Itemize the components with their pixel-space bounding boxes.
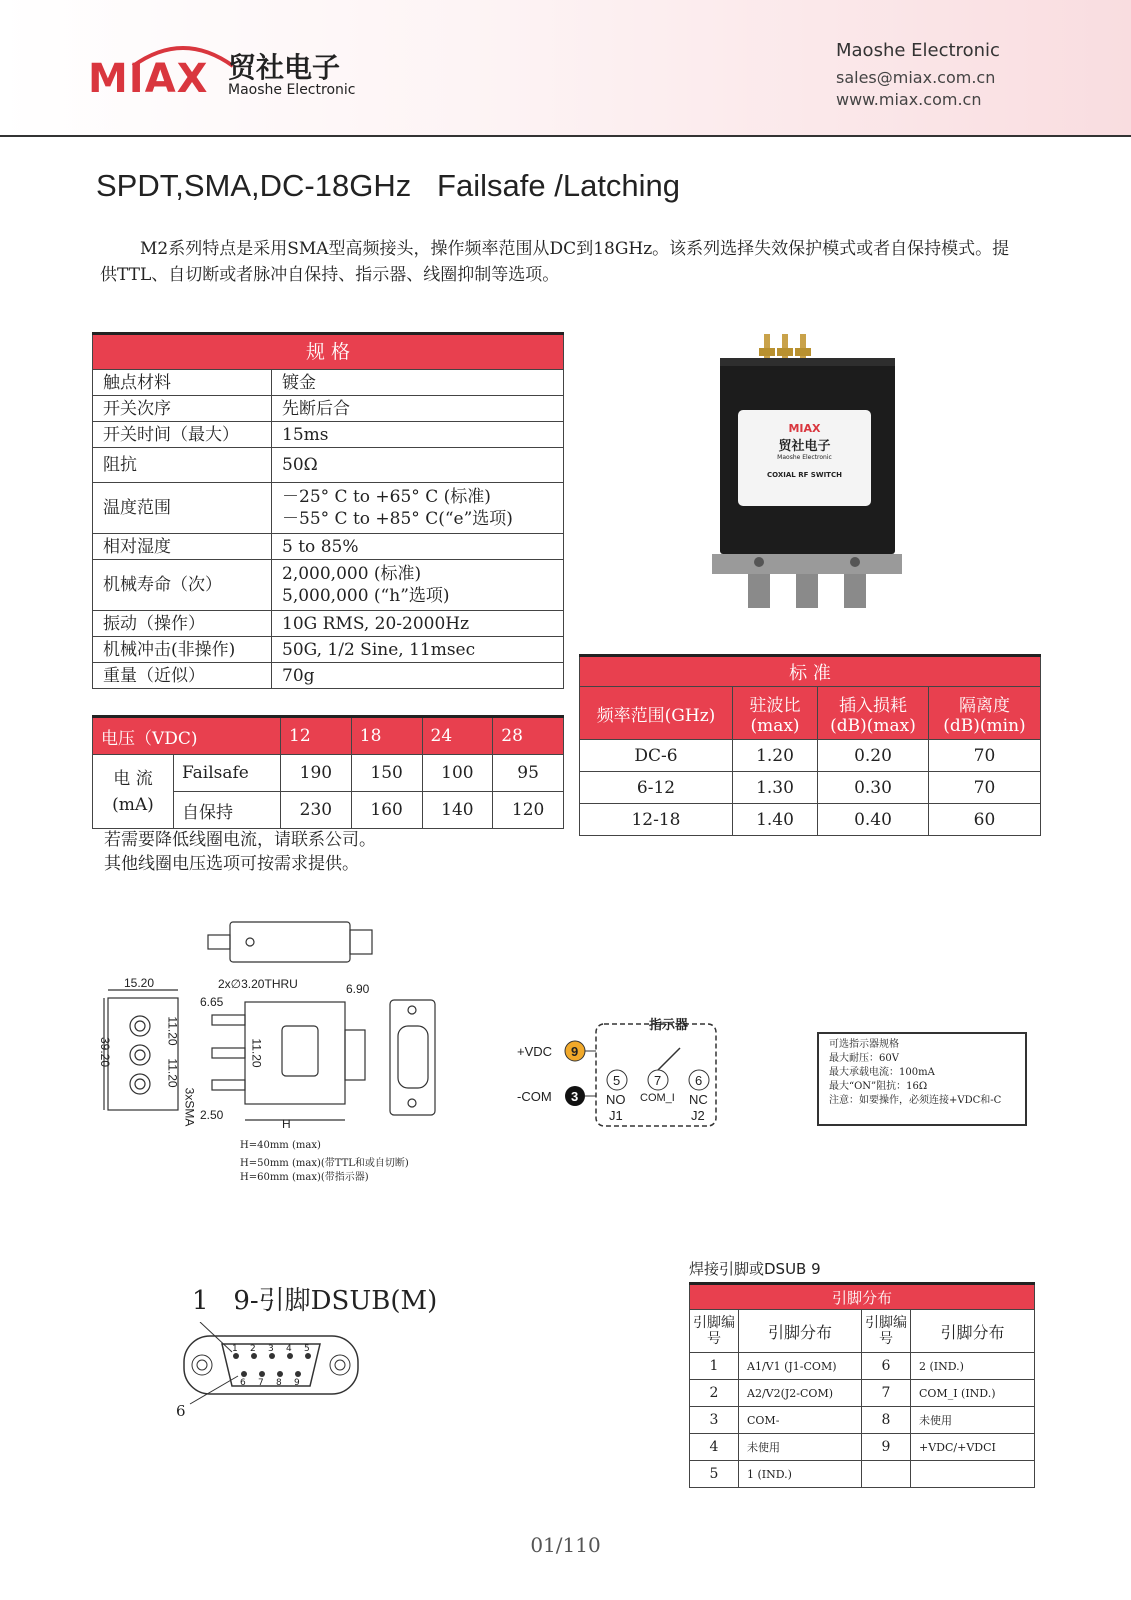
indicator-spec-box [817, 1032, 1027, 1126]
header-company: Maoshe Electronic [836, 40, 1000, 61]
current-label [93, 755, 174, 829]
dimension-label: 6.65 [200, 995, 224, 1009]
schematic-pin: 6 [695, 1073, 703, 1088]
indicator-spec-line: 最大耐压：60V [829, 1053, 899, 1064]
table-row [93, 637, 564, 663]
pinout-header: 引脚分布 [690, 1284, 1035, 1310]
dsub-pin-label: 9 [294, 1378, 300, 1388]
pin-no: 8 [862, 1407, 911, 1434]
table-row [580, 804, 1041, 836]
dsub-connector [172, 1322, 372, 1422]
spec-key: 开关时间（最大） [93, 422, 272, 448]
indicator-spec-line: 最大承载电流：100mA [829, 1067, 935, 1078]
pin-fn: 未使用 [739, 1434, 862, 1461]
table-row [690, 1353, 1035, 1380]
voltage-value: 12 [281, 717, 352, 755]
page-number: 01/110 [530, 1533, 601, 1557]
col-il-sub: (dB)(max) [830, 715, 916, 736]
pin-fn: 2 (IND.) [911, 1353, 1035, 1380]
spec-value: 50Ω [272, 448, 564, 483]
spec-value: 10G RMS, 20-2000Hz [272, 611, 564, 637]
voltage-label: 电压（VDC) [93, 717, 281, 755]
table-row [580, 740, 1041, 772]
product-label-model: COXIAL RF SWITCH [767, 471, 842, 479]
spec-value [272, 483, 564, 534]
current-value: 230 [281, 792, 352, 829]
dsub-pin-label: 7 [258, 1378, 264, 1388]
dsub-pin-label: 3 [268, 1344, 274, 1354]
drawing-note: H=40mm (max) [240, 1140, 321, 1151]
voltage-value: 28 [493, 717, 564, 755]
spec-value-line: －55° C to +85° C(“e”选项) [282, 509, 513, 529]
spec-key: 相对湿度 [93, 534, 272, 560]
col-vswr-sub: (max) [750, 715, 800, 736]
pin-no: 4 [690, 1434, 739, 1461]
col-insertion-loss [818, 687, 929, 740]
schematic-label: NC [689, 1092, 708, 1107]
spec-value: 先断后合 [272, 396, 564, 422]
current-value: 100 [422, 755, 493, 792]
schematic-title: 指示器 [649, 1017, 689, 1032]
pinout-table [689, 1282, 1035, 1488]
voltage-value: 24 [422, 717, 493, 755]
spec-key: 振动（操作） [93, 611, 272, 637]
table-row [690, 1407, 1035, 1434]
spec-key: 机械寿命（次） [93, 560, 272, 611]
voltage-value: 18 [351, 717, 422, 755]
dimension-label: 2x∅3.20THRU [218, 977, 298, 991]
mode-label: 自保持 [174, 792, 281, 829]
pin-no: 1 [690, 1353, 739, 1380]
header-email[interactable]: sales@miax.com.cn [836, 68, 996, 87]
table-row [93, 611, 564, 637]
indicator-spec-line: 注意：如要操作，必须连接+VDC和-C [829, 1095, 1002, 1106]
pin-fn [911, 1461, 1035, 1488]
pin-fn: +VDC/+VDCI [911, 1434, 1035, 1461]
col-pin-fn: 引脚分布 [911, 1310, 1035, 1353]
schematic-label: NO [606, 1092, 626, 1107]
col-iso-sub: (dB)(min) [943, 715, 1026, 736]
pin-no: 9 [862, 1434, 911, 1461]
logo-english: Maoshe Electronic [228, 82, 356, 98]
col-vswr [733, 687, 818, 740]
spec-value: 70g [272, 663, 564, 689]
col-iso-title: 隔离度 [959, 695, 1010, 716]
dimension-label: 11.20 [249, 1038, 264, 1068]
mechanical-drawing [100, 920, 460, 1190]
table-row [93, 448, 564, 483]
table-row [690, 1434, 1035, 1461]
table-row [93, 422, 564, 448]
current-value: 95 [493, 755, 564, 792]
table-row [93, 560, 564, 611]
dsub-pin-label: 6 [240, 1378, 246, 1388]
table-row [93, 534, 564, 560]
current-table [92, 715, 564, 829]
pin-no: 3 [690, 1407, 739, 1434]
pin-no [862, 1461, 911, 1488]
pinout-title: 焊接引脚或DSUB 9 [689, 1260, 821, 1278]
dimension-label: H [282, 1117, 291, 1131]
table-row [93, 755, 564, 792]
schematic-pin: 9 [571, 1044, 579, 1059]
drawing-outline-icon [100, 920, 460, 1135]
pin-no: 2 [690, 1380, 739, 1407]
pin-no: 5 [690, 1461, 739, 1488]
table-row [93, 663, 564, 689]
standard-table [579, 654, 1041, 836]
schematic-pin: 5 [613, 1073, 621, 1088]
spec-key: 温度范围 [93, 483, 272, 534]
spec-value: 50G, 1/2 Sine, 11msec [272, 637, 564, 663]
dimension-label: 3xSMA [182, 1087, 197, 1127]
spec-key: 机械冲击(非操作) [93, 637, 272, 663]
col-pin-no: 引脚编号 [690, 1310, 739, 1353]
header-website[interactable]: www.miax.com.cn [836, 90, 982, 109]
freq-cell: 12-18 [580, 804, 733, 836]
dimension-label: 6.90 [346, 982, 370, 996]
spec-key: 触点材料 [93, 370, 272, 396]
col-pin-fn: 引脚分布 [739, 1310, 862, 1353]
company-logo [88, 38, 388, 108]
dsub-connector-icon [172, 1322, 372, 1422]
pin-fn: A2/V2(J2-COM) [739, 1380, 862, 1407]
product-photo [712, 330, 902, 612]
il-cell: 0.20 [818, 740, 929, 772]
vswr-cell: 1.30 [733, 772, 818, 804]
table-row [690, 1380, 1035, 1407]
mode-label: Failsafe [174, 755, 281, 792]
schematic-pin: 7 [654, 1073, 662, 1088]
indicator-spec-line: 最大“ON”阻抗：16Ω [829, 1081, 928, 1092]
dsub-pin-label: 2 [250, 1344, 256, 1354]
product-label-brand: MIAX [788, 422, 821, 435]
col-freq: 频率范围(GHz) [580, 687, 733, 740]
spec-value-line: 5,000,000 (“h”选项) [282, 586, 450, 606]
dimension-label: 11.20 [165, 1058, 180, 1088]
current-value: 140 [422, 792, 493, 829]
il-cell: 0.40 [818, 804, 929, 836]
iso-cell: 60 [929, 804, 1041, 836]
current-note-line: 其他线圈电压选项可按需求提供。 [104, 854, 359, 874]
dsub-pin-label: 4 [286, 1344, 292, 1354]
drawing-note: H=50mm (max)(带TTL和或自切断) [240, 1158, 409, 1169]
dimension-label: 39.20 [98, 1036, 113, 1068]
spec-header: 规 格 [93, 334, 564, 370]
spec-value [272, 560, 564, 611]
table-row [580, 772, 1041, 804]
schematic-com-label: -COM [517, 1089, 552, 1104]
logo-text: MIAX [88, 56, 209, 102]
schematic-label: J1 [609, 1108, 623, 1123]
product-label-cn: 贸社电子 [778, 439, 831, 454]
dsub-pin6-callout: 6 [176, 1402, 186, 1420]
table-row [93, 396, 564, 422]
table-row [580, 687, 1041, 740]
product-label-en: Maoshe Electronic [777, 454, 832, 461]
vswr-cell: 1.40 [733, 804, 818, 836]
indicator-schematic [517, 1017, 725, 1130]
current-note [104, 828, 376, 876]
indicator-spec-line: 可选指示器规格 [829, 1039, 899, 1050]
schematic-label: J2 [691, 1108, 705, 1123]
current-note-line: 若需要降低线圈电流，请联系公司。 [104, 830, 376, 850]
current-value: 160 [351, 792, 422, 829]
vswr-cell: 1.20 [733, 740, 818, 772]
pin-no: 7 [862, 1380, 911, 1407]
dsub-pin-label: 1 [232, 1344, 238, 1354]
page-title: SPDT,SMA,DC-18GHz Failsafe /Latching [96, 168, 681, 203]
schematic-vdc-label: +VDC [517, 1044, 553, 1059]
pin-fn: A1/V1 (J1-COM) [739, 1353, 862, 1380]
intro-paragraph: M2系列特点是采用SMA型高频接头，操作频率范围从DC到18GHz。该系列选择失效保护模式或者自保持模式。提供TTL、自切断或者脉冲自保持、指示器、线圈抑制等选项。 [100, 239, 1010, 285]
il-cell: 0.30 [818, 772, 929, 804]
table-row [93, 717, 564, 755]
iso-cell: 70 [929, 772, 1041, 804]
pin-fn: 1 (IND.) [739, 1461, 862, 1488]
spec-table [92, 332, 564, 689]
freq-cell: 6-12 [580, 772, 733, 804]
schematic-pin: 3 [571, 1089, 579, 1104]
pin-fn: 未使用 [911, 1407, 1035, 1434]
spec-value-line: 2,000,000 (标准) [282, 564, 422, 584]
current-value: 120 [493, 792, 564, 829]
spec-value: 15ms [272, 422, 564, 448]
logo-chinese: 贸社电子 [228, 51, 341, 84]
standard-header: 标 准 [580, 656, 1041, 687]
spec-key: 阻抗 [93, 448, 272, 483]
current-unit: (mA) [112, 794, 154, 815]
spec-key: 重量（近似） [93, 663, 272, 689]
table-row [93, 483, 564, 534]
drawing-note: H=60mm (max)(带指示器) [240, 1172, 369, 1183]
schematic-label: COM_I [640, 1092, 675, 1104]
freq-cell: DC-6 [580, 740, 733, 772]
dsub-title: 1 9-引脚DSUB(M) [192, 1286, 438, 1316]
product-label [738, 422, 871, 479]
table-row [690, 1461, 1035, 1488]
spec-value: 5 to 85% [272, 534, 564, 560]
col-vswr-title: 驻波比 [749, 695, 801, 716]
iso-cell: 70 [929, 740, 1041, 772]
dsub-pin-label: 5 [304, 1344, 310, 1354]
spec-value-line: －25° C to +65° C (标准) [282, 487, 491, 507]
pin-fn: COM- [739, 1407, 862, 1434]
dimension-label: 2.50 [200, 1108, 224, 1122]
table-row [690, 1310, 1035, 1353]
spec-value: 镀金 [272, 370, 564, 396]
dimension-label: 11.20 [165, 1016, 180, 1046]
spec-key: 开关次序 [93, 396, 272, 422]
dsub-pin-label: 8 [276, 1378, 282, 1388]
col-pin-no: 引脚编号 [862, 1310, 911, 1353]
current-value: 150 [351, 755, 422, 792]
pin-fn: COM_I (IND.) [911, 1380, 1035, 1407]
current-label-text: 电 流 [113, 768, 153, 789]
pin-no: 6 [862, 1353, 911, 1380]
col-il-title: 插入损耗 [839, 695, 907, 716]
col-isolation [929, 687, 1041, 740]
dimension-label: 15.20 [124, 976, 155, 990]
current-value: 190 [281, 755, 352, 792]
table-row [93, 370, 564, 396]
